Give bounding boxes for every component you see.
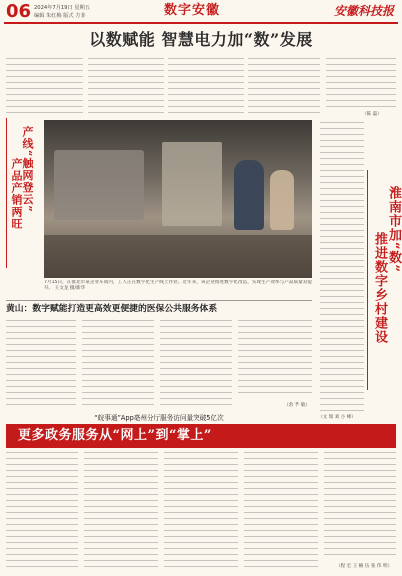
mid-headline: 黄山：数字赋能打造更高效更便捷的医保公共服务体系 — [6, 304, 218, 314]
right-headline-2: 推进数字乡村建设 — [372, 232, 387, 344]
main-article-text — [248, 58, 320, 114]
photo-caption: 7月15日，在淮北市某企业车间内，工人正在数字化生产线上作业。近年来，该企业推进数字化改造，实现生产效率与产品质量双提升。 王文龙 摄/新华 — [44, 280, 312, 292]
bottom-article-text — [84, 452, 158, 570]
main-article-text — [6, 58, 83, 118]
header-rule — [4, 22, 398, 24]
side-title-box — [6, 118, 37, 268]
right-headline-rule — [367, 170, 368, 390]
mid-article-text — [82, 320, 154, 408]
mid-article-text — [238, 320, 312, 398]
main-article-text — [326, 58, 396, 110]
side-title-line-2: 产品产销两旺 — [10, 158, 23, 230]
bottom-article-text — [244, 452, 318, 570]
main-article-byline: （陈 磊） — [362, 112, 382, 117]
photo-floor — [44, 235, 312, 278]
mid-article-byline: （余 芊 敏） — [284, 403, 310, 408]
side-title-line-1: 产线“触网登云” — [21, 126, 34, 213]
bottom-article-text — [164, 452, 238, 570]
factory-photo — [44, 120, 312, 278]
main-article-text — [88, 58, 164, 118]
bottom-subhead: “皖事通”App亳州分厅服务访问量突破5亿次 — [94, 414, 224, 422]
editors-line: 编辑 朱红梅 版式 方菲 — [34, 13, 86, 19]
right-article-text — [320, 122, 364, 412]
photo-worker — [234, 160, 264, 230]
page-number: 06 — [6, 1, 32, 22]
right-headline-1: 淮南市加“数” — [386, 186, 401, 273]
photo-machine — [54, 150, 144, 220]
bottom-article-text — [324, 452, 396, 560]
bottom-article-text — [6, 452, 78, 570]
bottom-banner — [6, 424, 396, 448]
date-line: 2024年7月19日 星期五 — [34, 5, 90, 11]
bottom-article-byline: （程 宏 王 楠 伍 张 伟 明） — [336, 564, 393, 569]
paper-name: 安徽科技报 — [333, 4, 394, 18]
mid-article-text — [160, 320, 232, 408]
photo-machine — [162, 142, 222, 226]
mid-article-text — [6, 320, 76, 408]
main-article-text — [168, 58, 244, 118]
right-article-byline: （文 瑞 刘 小 峰） — [318, 415, 356, 420]
main-headline: 以数赋能 智慧电力加“数”发展 — [89, 30, 313, 49]
bottom-headline: 更多政务服务从“网上”到“掌上” — [18, 428, 212, 443]
section-name: 数字安徽 — [164, 3, 221, 18]
photo-worker — [270, 170, 294, 230]
section-divider — [6, 300, 312, 301]
